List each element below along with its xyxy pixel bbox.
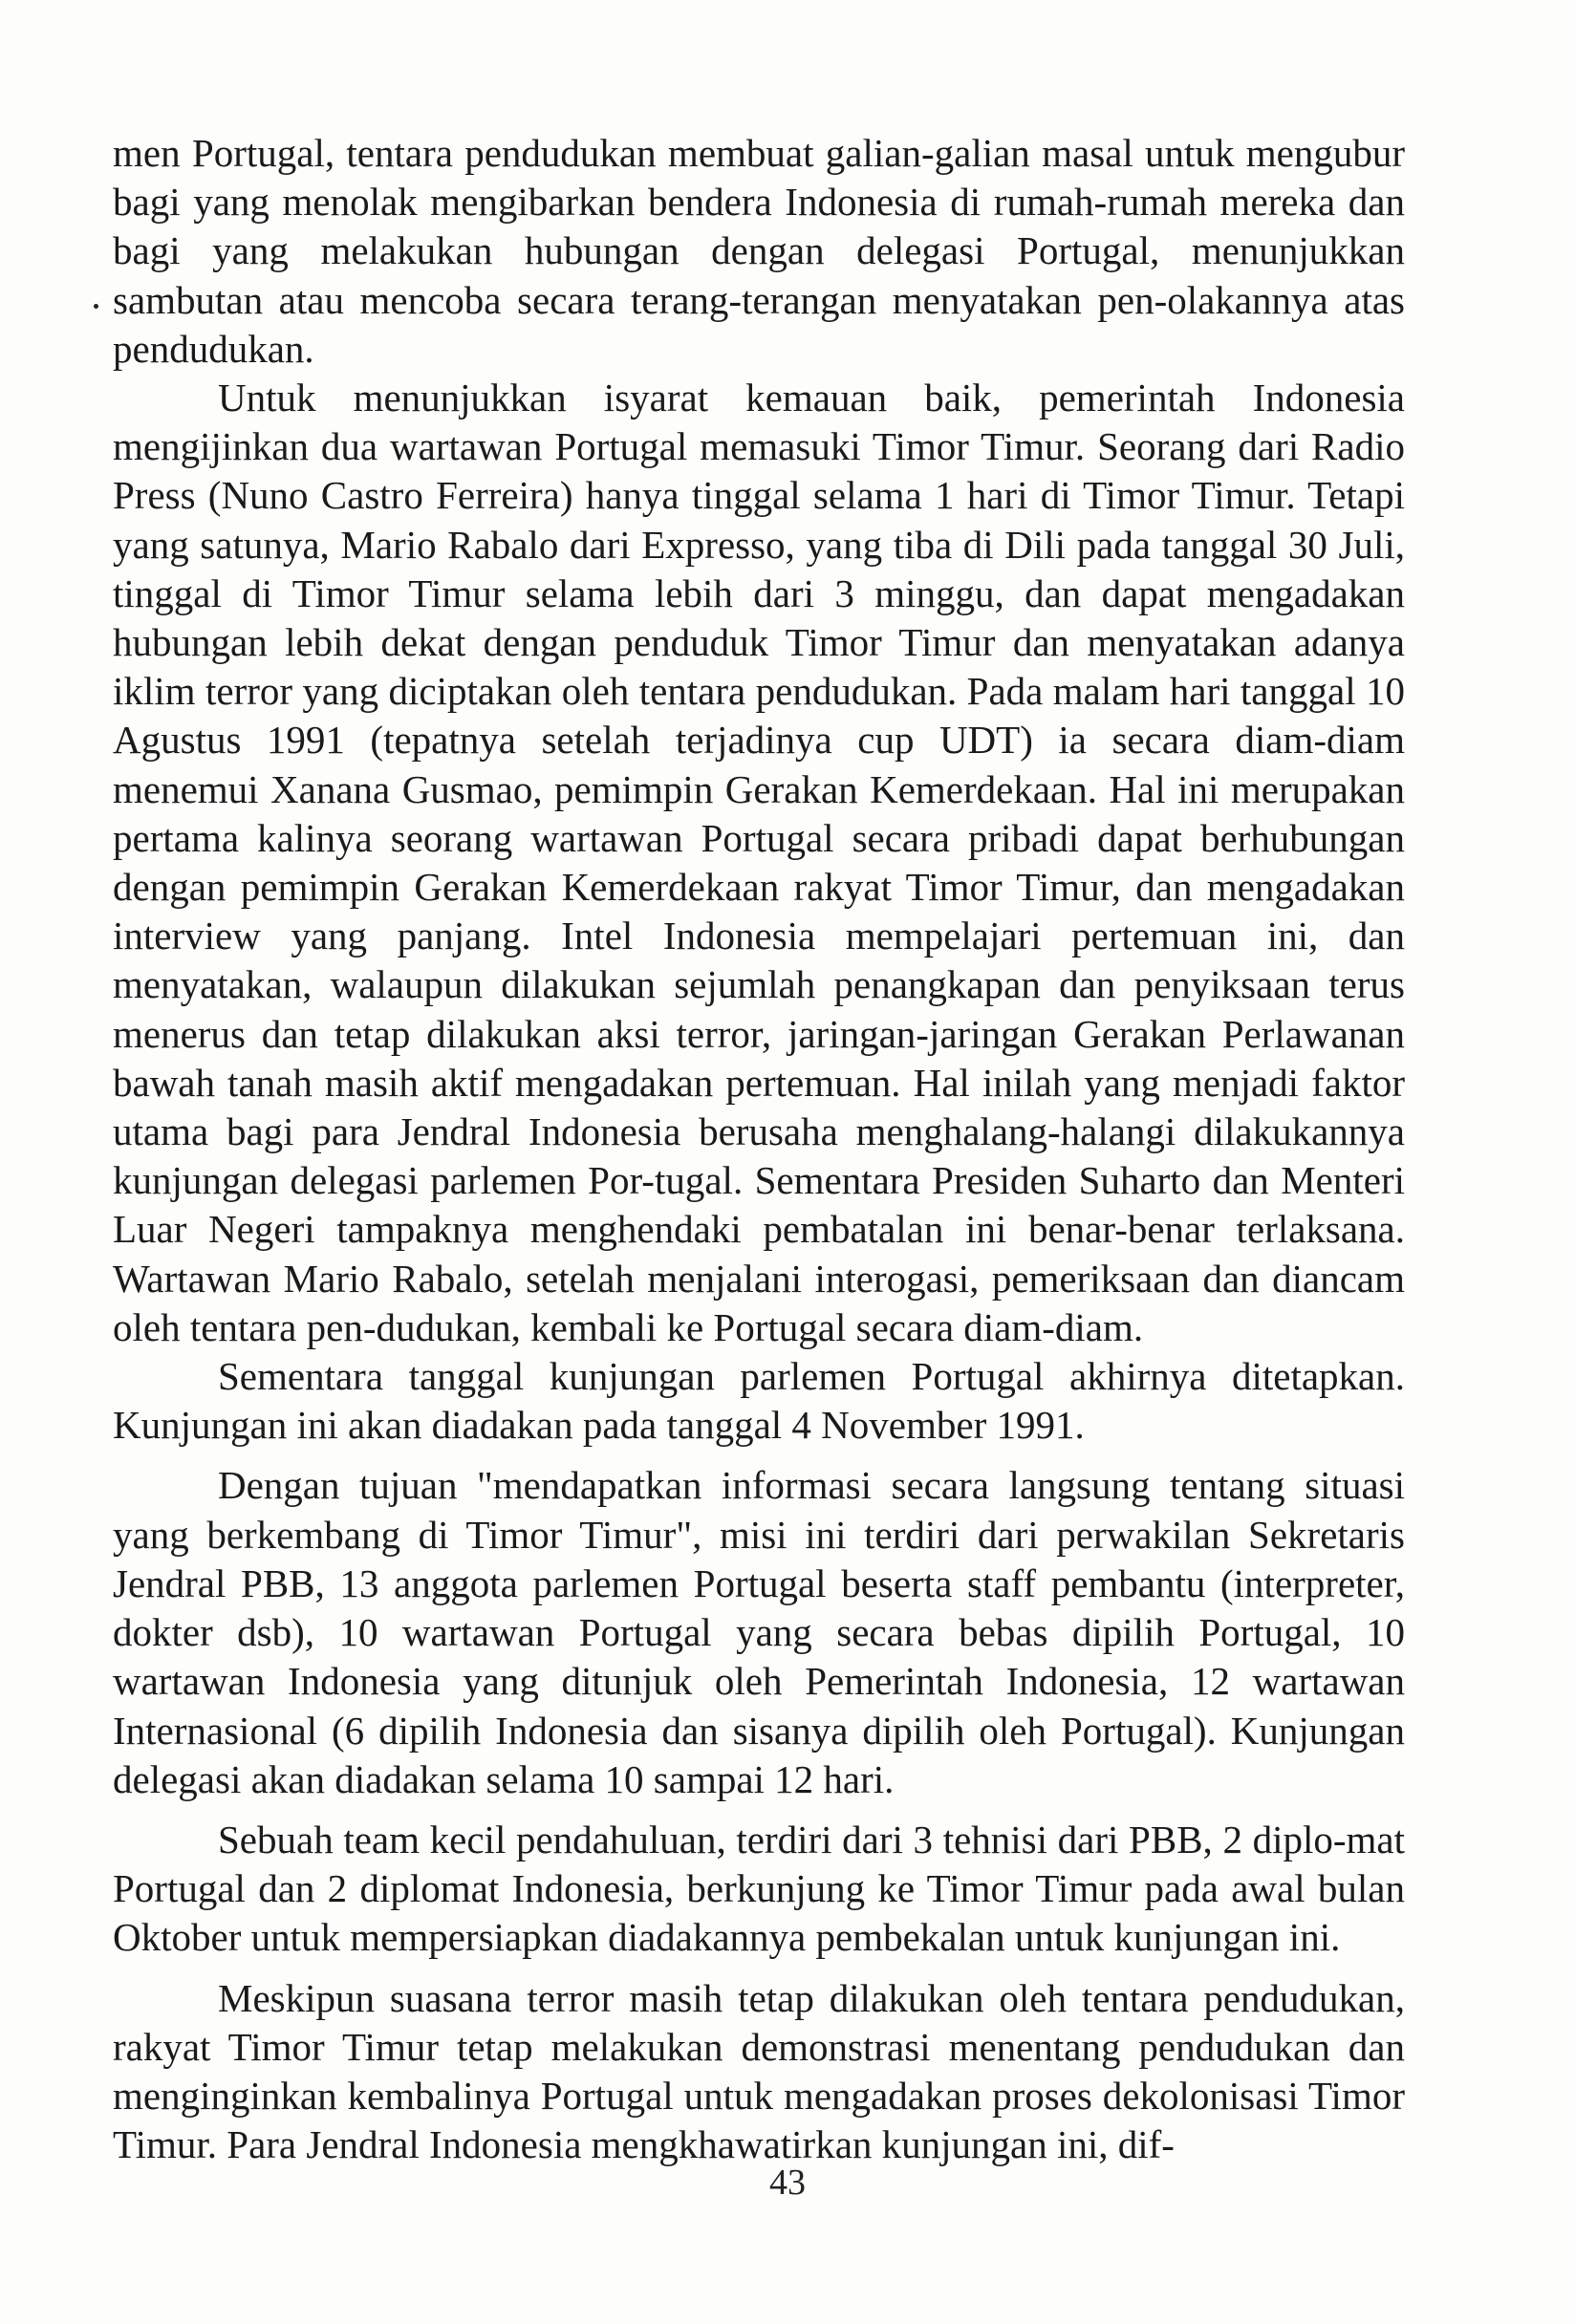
paragraph-team-pendahuluan: Sebuah team kecil pendahuluan, terdiri dari 3 tehnisi dari PBB, 2 diplo-mat Portugal dan 2 diplomat Indonesia, berkunjung ke Timor Timur pada awal bulan Oktober untuk mempersiapkan diadakannya pembekalan untuk kunjungan ini. [113, 1817, 1405, 1960]
paragraph-spacer [113, 1963, 1405, 1974]
paragraph-suasana-terror: Meskipun suasana terror masih tetap dilakukan oleh tentara pendudukan, rakyat Timor Timur tetap melakukan demonstrasi menentang pendudukan dan menginginkan kembalinya Portugal untuk mengadakan proses dekolonisasi Timor Timur. Para Jendral Indonesia mengkhawatirkan kunjungan ini, dif- [113, 1975, 1405, 2167]
paragraph-spacer [113, 1804, 1405, 1816]
paragraph-misi-kunjungan: Dengan tujuan "mendapatkan informasi secara langsung tentang situasi yang berkembang di Timor Timur", misi ini terdiri dari perwakilan Sekretaris Jendral PBB, 13 anggota parlemen Portugal beserta staff pembantu (interpreter, dokter dsb), 10 wartawan Portugal yang secara bebas dipilih Portugal, 10 wartawan Indonesia yang ditunjuk oleh Pemerintah Indonesia, 12 wartawan Internasional (6 dipilih Indonesia dan sisanya dipilih oleh Portugal). Kunjungan delegasi akan diadakan selama 10 sampai 12 hari. [113, 1463, 1405, 1801]
body-text [113, 129, 1405, 2169]
paragraph-wartawan-portugal: Untuk menunjukkan isyarat kemauan baik, pemerintah Indonesia mengijinkan dua wartawan Portugal memasuki Timor Timur. Seorang dari Radio Press (Nuno Castro Ferreira) hanya tinggal selama 1 hari di Timor Timur. Tetapi yang satunya, Mario Rabalo dari Expresso, yang tiba di Dili pada tanggal 30 Juli, tinggal di Timor Timur selama lebih dari 3 minggu, dan dapat mengadakan hubungan lebih dekat dengan penduduk Timor Timur dan menyatakan adanya iklim terror yang diciptakan oleh tentara pendudukan. Pada malam hari tanggal 10 Agustus 1991 (tepatnya setelah terjadinya cup UDT) ia secara diam-diam menemui Xanana Gusmao, pemimpin Gerakan Kemerdekaan. Hal ini merupakan pertama kalinya seorang wartawan Portugal secara pribadi dapat berhubungan dengan pemimpin Gerakan Kemerdekaan rakyat Timor Timur, dan mengadakan interview yang panjang. Intel Indonesia mempelajari pertemuan ini, dan menyatakan, walaupun dilakukan sejumlah penangkapan dan penyiksaan terus menerus dan tetap dilakukan aksi terror, jaringan-jaringan Gerakan Perlawanan bawah tanah masih aktif mengadakan pertemuan. Hal inilah yang menjadi faktor utama bagi para Jendral Indonesia berusaha menghalang-halangi dilakukannya kunjungan delegasi parlemen Por-tugal. Sementara Presiden Suharto dan Menteri Luar Negeri tampaknya menghendaki pembatalan ini benar-benar terlaksana. Wartawan Mario Rabalo, setelah menjalani interogasi, pemeriksaan dan diancam oleh tentara pen-dudukan, kembali ke Portugal secara diam-diam. [113, 376, 1405, 1349]
page-number: 43 [769, 2163, 806, 2203]
paragraph-spacer [113, 1450, 1405, 1461]
stray-dot-mark [94, 304, 98, 309]
paragraph-continuation: men Portugal, tentara pendudukan membuat galian-galian masal untuk mengubur bagi yang menolak mengibarkan bendera Indonesia di rumah-rumah mereka dan bagi yang melakukan hubungan dengan delegasi Portugal, menunjukkan sambutan atau mencoba secara terang-terangan menyatakan pen-olakannya atas pendudukan. [113, 131, 1405, 371]
paragraph-tanggal-kunjungan: Sementara tanggal kunjungan parlemen Portugal akhirnya ditetapkan. Kunjungan ini akan diadakan pada tanggal 4 November 1991. [113, 1354, 1405, 1448]
